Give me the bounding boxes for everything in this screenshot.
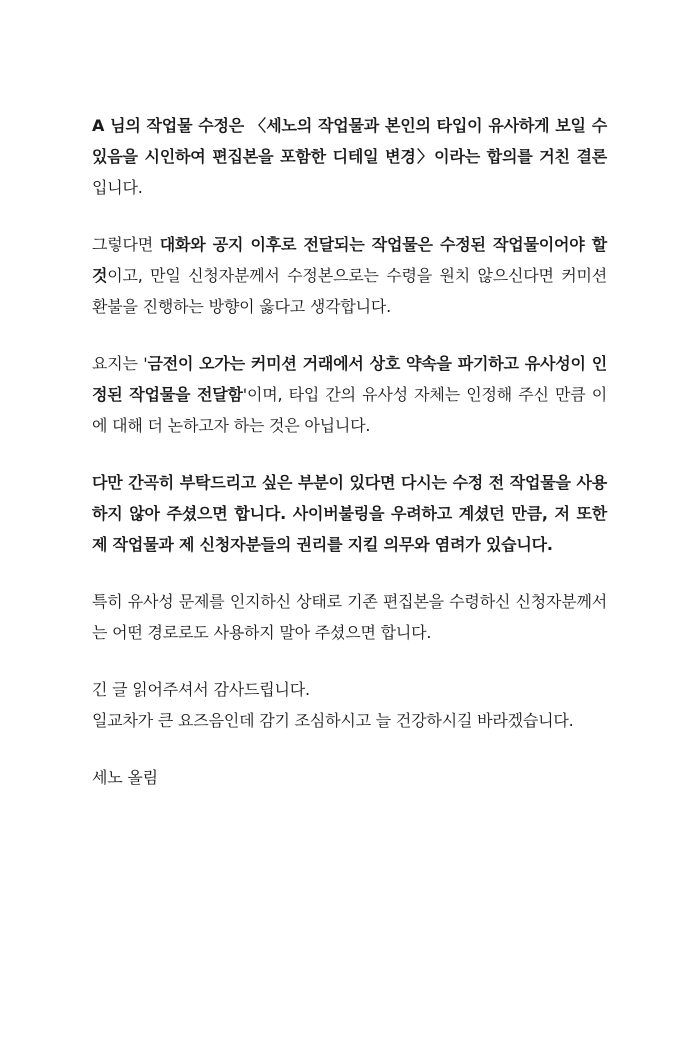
closing-wishes: 일교차가 큰 요즈음인데 감기 조심하시고 늘 건강하시길 바라겠습니다. [92,711,574,730]
paragraph-delivery-start: 그렇다면 [92,235,160,254]
closing-block [92,674,607,736]
letter-document [92,110,607,793]
paragraph-request [92,467,607,560]
paragraph-point-end: '이며, 타입 간의 유사성 자체는 인정해 주신 만큼 이에 대해 더 논하고자 하는 것은 아닙니다. [92,385,607,435]
closing-thanks: 긴 글 읽어주셔서 감사드립니다. [92,680,310,699]
paragraph-recipients [92,586,607,648]
paragraph-agreement [92,110,607,203]
paragraph-point-bold: 금전이 오가는 커미션 거래에서 상호 약속을 파기하고 유사성이 인정된 작업물을 전달함 [92,354,607,404]
paragraph-agreement-end: 입니다. [92,178,143,197]
paragraph-delivery-bold: 대화와 공지 이후로 전달되는 작업물은 수정된 작업물이어야 할 것 [92,235,607,285]
paragraph-request-bold: 다만 간곡히 부탁드리고 싶은 부분이 있다면 다시는 수정 전 작업물을 사용하지 않아 주셨으면 합니다. 사이버불링을 우려하고 계셨던 만큼, 저 또한 제 작업물과 제 신청자분들의 권리를 지킬 의무와 염려가 있습니다. [92,473,607,554]
paragraph-point [92,348,607,441]
paragraph-delivery [92,229,607,322]
paragraph-point-start: 요지는 ' [92,354,148,373]
signature: 세노 올림 [92,768,158,787]
paragraph-recipients-text: 특히 유사성 문제를 인지하신 상태로 기존 편집본을 수령하신 신청자분께서는 어떤 경로로도 사용하지 말아 주셨으면 합니다. [92,592,607,642]
paragraph-agreement-bold: A 님의 작업물 수정은 〈세노의 작업물과 본인의 타입이 유사하게 보일 수 있음을 시인하여 편집본을 포함한 디테일 변경〉이라는 합의를 거친 결론 [92,116,607,166]
paragraph-delivery-end: 이고, 만일 신청자분께서 수정본으로는 수령을 원치 않으신다면 커미션 환불을 진행하는 방향이 옳다고 생각합니다. [92,266,607,316]
